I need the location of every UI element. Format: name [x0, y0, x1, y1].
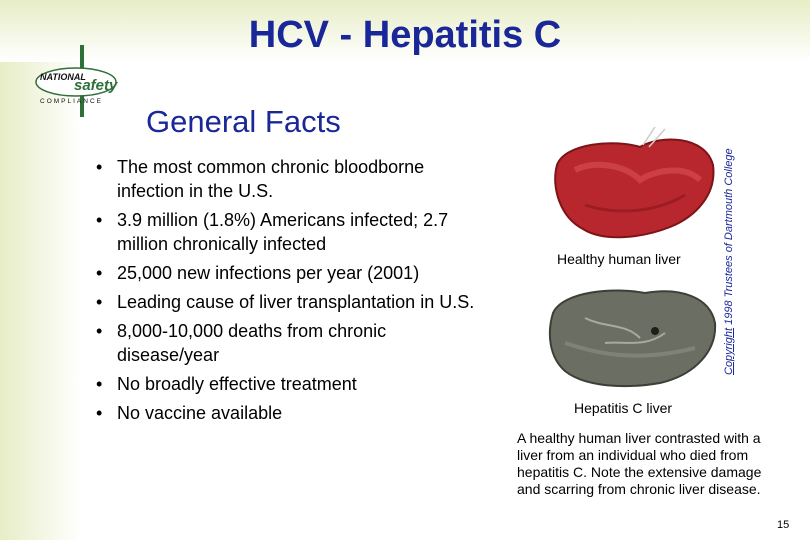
svg-text:NATIONAL: NATIONAL: [40, 72, 86, 82]
list-item: [96, 372, 476, 396]
slide-title: HCV - Hepatitis C: [248, 14, 562, 56]
national-safety-compliance-logo: [34, 62, 124, 106]
page-number: 15: [777, 519, 790, 531]
list-item-text: 3.9 million (1.8%) Americans infected; 2.7 million chronically infected: [117, 210, 449, 254]
healthy-liver-photo: [545, 125, 720, 270]
section-subtitle: General Facts: [146, 104, 341, 139]
copyright-notice: [723, 125, 735, 375]
bullet-dot: •: [96, 210, 103, 230]
list-item: [96, 290, 476, 314]
photo-description: A healthy human liver contrasted with a liver from an individual who died from hepatitis C. Note the extensive damage and scarring from chronic liver disease.: [517, 430, 762, 497]
bullet-dot: •: [96, 263, 103, 283]
facts-list: [96, 155, 476, 430]
list-item-text: The most common chronic bloodborne infection in the U.S.: [117, 157, 425, 201]
healthy-liver-caption: Healthy human liver: [557, 251, 681, 267]
list-item: [96, 208, 476, 256]
hepatitis-c-liver-photo: [545, 283, 720, 393]
svg-text:safety: safety: [74, 77, 118, 94]
bullet-dot: •: [96, 292, 103, 312]
copyright-text: 1998 Trustees of Dartmouth College: [723, 148, 735, 328]
list-item-text: No vaccine available: [117, 403, 283, 423]
list-item: [96, 155, 476, 203]
list-item: [96, 261, 476, 285]
list-item: [96, 401, 476, 425]
bullet-dot: •: [96, 374, 103, 394]
bullet-dot: •: [96, 403, 103, 423]
list-item-text: No broadly effective treatment: [117, 374, 357, 394]
copyright-link[interactable]: Copyright: [723, 327, 735, 375]
list-item-text: 25,000 new infections per year (2001): [117, 263, 420, 283]
bullet-dot: •: [96, 157, 103, 177]
list-item-text: 8,000-10,000 deaths from chronic disease/year: [117, 321, 387, 365]
svg-text:COMPLIANCE: COMPLIANCE: [40, 98, 103, 105]
list-item: [96, 319, 476, 367]
list-item-text: Leading cause of liver transplantation in U.S.: [117, 292, 475, 312]
hepatitis-c-liver-caption: Hepatitis C liver: [574, 400, 673, 416]
bullet-dot: •: [96, 321, 103, 341]
